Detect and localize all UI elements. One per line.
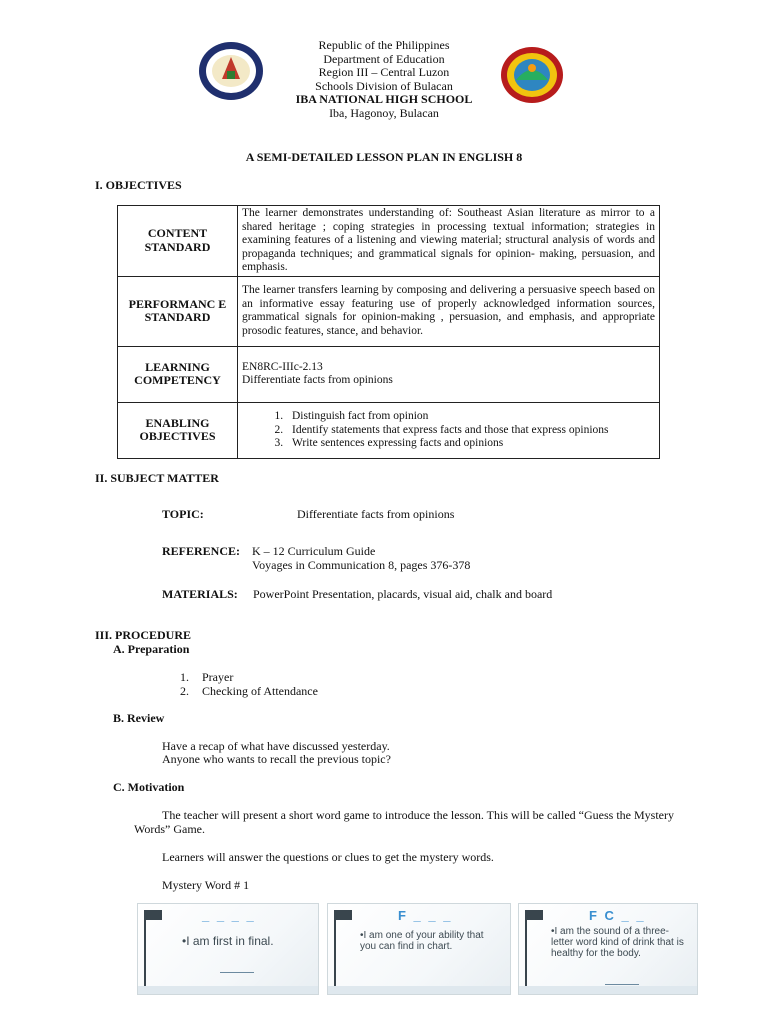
list-item-number: 1. xyxy=(180,670,189,684)
table-row xyxy=(118,346,660,402)
slide-footer-band xyxy=(138,986,318,994)
reference-value-2: Voyages in Communication 8, pages 376-378 xyxy=(252,558,471,572)
header-address: Iba, Hagonoy, Bulacan xyxy=(329,105,439,120)
reference-value-1: K – 12 Curriculum Guide xyxy=(252,544,376,558)
review-heading: B. Review xyxy=(113,711,165,725)
flag-pole-icon xyxy=(525,910,527,994)
materials-value: PowerPoint Presentation, placards, visual aid, chalk and board xyxy=(253,587,553,601)
header-division: Schools Division of Bulacan xyxy=(315,78,453,93)
slide-blanks: F _ _ _ xyxy=(398,908,453,923)
learning-competency-label: LEARNING COMPETENCY xyxy=(118,346,238,402)
preparation-heading: A. Preparation xyxy=(113,642,190,656)
list-item: Checking of Attendance xyxy=(202,684,318,698)
review-line-2: Anyone who wants to recall the previous topic? xyxy=(162,752,391,766)
motivation-paragraph-2: Learners will answer the questions or clues to get the mystery words. xyxy=(162,850,494,864)
flag-icon xyxy=(525,910,543,920)
list-item: 2. Identify statements that express facts and those that express opinions xyxy=(286,424,655,438)
competency-code: EN8RC-IIIc-2.13 xyxy=(242,360,323,373)
header-department: Department of Education xyxy=(323,51,445,66)
letterhead xyxy=(0,39,768,121)
enabling-objectives-list xyxy=(242,410,655,451)
topic-label: TOPIC: xyxy=(162,507,204,521)
slide-blanks: _ _ _ _ xyxy=(202,908,256,923)
slide-blanks: F C _ _ xyxy=(589,908,646,923)
table-row xyxy=(118,276,660,346)
flag-pole-icon xyxy=(334,910,336,994)
header-republic: Republic of the Philippines xyxy=(318,38,450,52)
slide-thumbnail xyxy=(137,903,319,995)
list-item-number: 2. xyxy=(180,684,189,698)
review-line-1: Have a recap of what have discussed yesterday. xyxy=(162,739,390,753)
content-standard-text: The learner demonstrates understanding of: Southeast Asian literature as mirror to a shared heritage ; coping strategies in processing textual information; strategies in examining features of a listening and viewing material; structural analysis of words and propaganda techniques; and grammatical signals for opinion- making, persuasion, and emphasis. xyxy=(238,206,660,277)
slide-thumbnail xyxy=(327,903,511,995)
slide-footer-band xyxy=(519,986,697,994)
flag-pole-icon xyxy=(144,910,146,994)
materials-label: MATERIALS: xyxy=(162,587,238,601)
reference-label: REFERENCE: xyxy=(162,544,241,558)
objectives-heading: I. OBJECTIVES xyxy=(95,178,182,192)
table-row xyxy=(118,402,660,458)
mystery-word-label: Mystery Word # 1 xyxy=(162,878,250,892)
topic-value: Differentiate facts from opinions xyxy=(297,507,455,521)
subject-matter-heading: II. SUBJECT MATTER xyxy=(95,471,219,485)
motivation-paragraph-1: The teacher will present a short word game to introduce the lesson. This will be called “Guess the Mystery Words” Game. xyxy=(134,808,674,836)
learning-competency-cell xyxy=(238,346,660,402)
list-item: Prayer xyxy=(202,670,234,684)
table-row xyxy=(118,206,660,277)
content-standard-label: CONTENT STANDARD xyxy=(118,206,238,277)
header-school-name: IBA NATIONAL HIGH SCHOOL xyxy=(295,92,473,107)
performance-standard-label: PERFORMANC E STANDARD xyxy=(118,276,238,346)
flag-icon xyxy=(144,910,162,920)
objectives-table xyxy=(117,205,660,459)
enabling-objectives-cell xyxy=(238,402,660,458)
slide-thumbnail xyxy=(518,903,698,995)
answer-line xyxy=(220,972,254,973)
competency-text: Differentiate facts from opinions xyxy=(242,374,393,387)
list-item: 3. Write sentences expressing facts and opinions xyxy=(286,437,655,451)
header-region: Region III – Central Luzon xyxy=(318,65,450,80)
procedure-heading: III. PROCEDURE xyxy=(95,628,192,642)
motivation-heading: C. Motivation xyxy=(113,780,185,794)
enabling-objectives-label: ENABLING OBJECTIVES xyxy=(118,402,238,458)
performance-standard-text: The learner transfers learning by composing and delivering a persuasive speech based on an informative essay featuring use of properly acknowledged information sources, grammatical signals for opinion-making , persuasion, and emphasis, and appropriate prosodic features, stance, and behavior. xyxy=(238,276,660,346)
slide-footer-band xyxy=(328,986,510,994)
flag-icon xyxy=(334,910,352,920)
slide-clue: •I am first in final. xyxy=(182,934,274,948)
lesson-plan-title: A SEMI-DETAILED LESSON PLAN IN ENGLISH 8 xyxy=(245,150,523,164)
slide-clue: •I am one of your ability that you can find in chart. xyxy=(360,930,484,952)
slide-clue: •I am the sound of a three-letter word kind of drink that is healthy for the body. xyxy=(551,926,684,959)
list-item: 1. Distinguish fact from opinion xyxy=(286,410,655,424)
answer-line xyxy=(605,984,639,985)
